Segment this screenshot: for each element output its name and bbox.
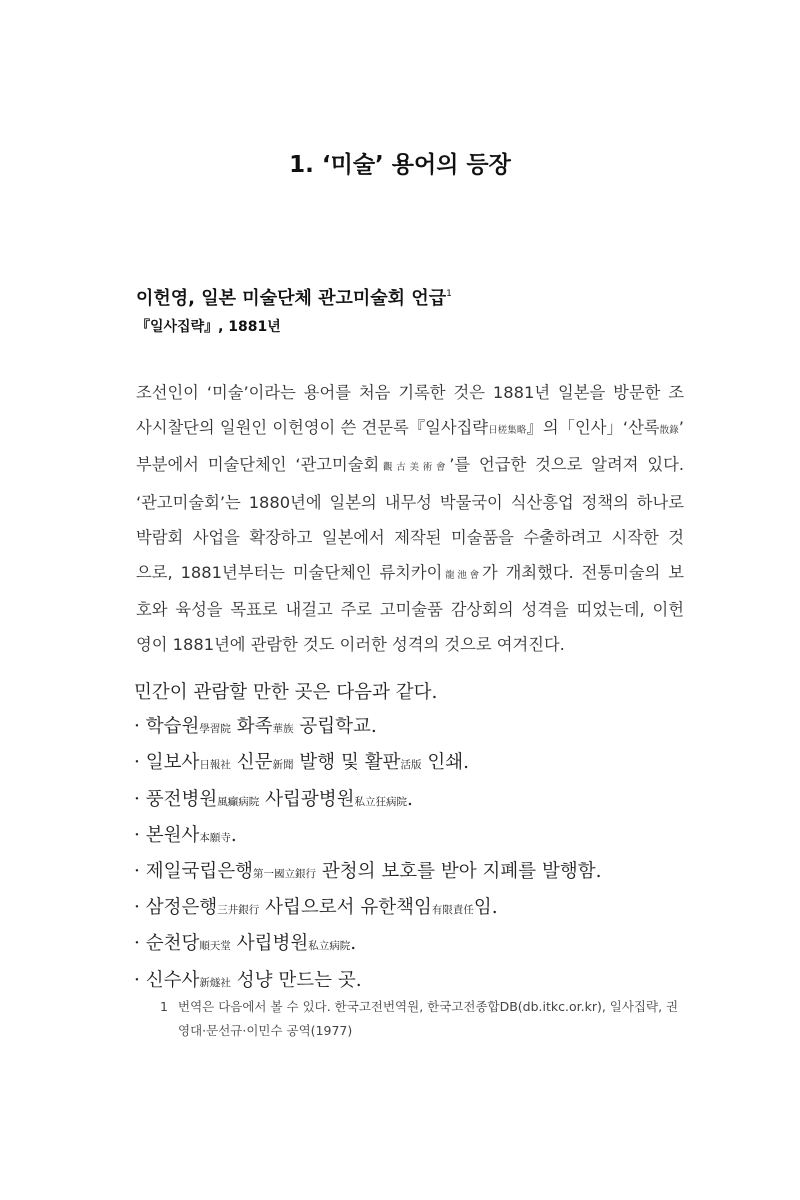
hanja-annotation: 本願寺 — [199, 831, 231, 844]
text-segment: 인쇄. — [421, 752, 470, 774]
body-line — [136, 521, 684, 556]
text-segment: ’ — [678, 417, 684, 437]
text-segment: · 순천당 — [134, 933, 200, 955]
text-segment: · 본원사 — [134, 824, 200, 846]
hanja-annotation: 新聞 — [272, 759, 294, 772]
quoted-list — [134, 676, 601, 1000]
text-segment: 임. — [473, 897, 498, 919]
list-line — [134, 891, 601, 927]
hanja-annotation: 私立病院 — [308, 940, 351, 953]
hanja-annotation: 第一國立銀行 — [253, 868, 316, 881]
body-line — [136, 376, 684, 411]
text-segment: · 제일국립은행 — [134, 861, 253, 883]
list-line — [134, 783, 601, 819]
list-line — [134, 676, 601, 710]
hanja-annotation: 順天堂 — [199, 940, 231, 953]
body-line — [136, 593, 684, 628]
hanja-annotation: 三井銀行 — [217, 904, 260, 917]
hanja-annotation: 觀古美術會 — [379, 462, 450, 474]
hanja-annotation: 學習院 — [199, 723, 231, 736]
text-segment: ‘관고미술회’는 1880년에 일본의 내무성 박물국이 식산흥업 정책의 하나로 — [136, 493, 684, 513]
text-segment: · 삼정은행 — [134, 897, 218, 919]
text-segment: · 풍전병원 — [134, 788, 218, 810]
text-segment: 민간이 관람할 만한 곳은 다음과 같다. — [134, 682, 438, 703]
hanja-annotation: 日槎集略 — [488, 424, 527, 436]
text-segment: ’를 언급한 것으로 알려져 있다. — [449, 455, 684, 475]
text-segment: 화족 — [230, 716, 273, 738]
text-segment: 으로, 1881년부터는 미술단체인 류치카이 — [136, 562, 443, 582]
section-heading-text: 이헌영, 일본 미술단체 관고미술회 언급 — [136, 288, 447, 309]
hanja-annotation: 散錄 — [659, 424, 679, 436]
text-segment: 신문 — [230, 752, 273, 774]
text-segment: · 신수사 — [134, 969, 200, 991]
text-segment: 부분에서 미술단체인 ‘관고미술회 — [136, 455, 380, 475]
section-heading — [136, 284, 452, 310]
body-line — [136, 486, 684, 521]
text-segment: 조선인이 ‘미술’이라는 용어를 처음 기록한 것은 1881년 일본을 방문한 조 — [136, 383, 684, 402]
hanja-annotation: 有限責任 — [431, 904, 474, 917]
body-line — [136, 556, 684, 594]
body-paragraph — [136, 376, 684, 663]
text-segment: 가 개최했다. 전통미술의 보 — [481, 562, 684, 582]
footnote-ref[interactable]: 1 — [446, 289, 452, 299]
list-line — [134, 855, 601, 891]
text-segment: 』의「인사」‘산록 — [526, 417, 660, 437]
text-segment: 박람회 사업을 확장하고 일본에서 제작된 미술품을 수출하려고 시작한 것 — [136, 527, 684, 547]
text-segment: · 학습원 — [134, 716, 200, 738]
footnote-number: 1 — [160, 999, 168, 1014]
text-segment: · 일보사 — [134, 752, 200, 774]
text-segment: . — [407, 788, 413, 810]
text-segment: 성냥 만드는 곳. — [230, 969, 362, 991]
text-segment: 사립광병원 — [259, 788, 355, 810]
body-line — [136, 628, 684, 663]
chapter-title: 1. ‘미술’ 용어의 등장 — [289, 152, 511, 178]
hanja-annotation: 龍池會 — [442, 569, 482, 581]
text-segment: 발행 및 활판 — [293, 752, 401, 774]
text-segment: . — [350, 933, 357, 955]
hanja-annotation: 華族 — [272, 723, 294, 736]
text-segment: 관청의 보호를 받아 지폐를 발행함. — [316, 861, 602, 883]
text-segment: 호와 육성을 목표로 내걸고 주로 고미술품 감상회의 성격을 띠었는데, 이헌 — [136, 600, 684, 620]
text-segment: 공립학교. — [293, 716, 377, 738]
source-citation: 『일사집략』, 1881년 — [136, 319, 281, 335]
list-line — [134, 927, 601, 963]
list-line — [134, 819, 601, 855]
hanja-annotation: 私立狂病院 — [354, 795, 407, 808]
list-line — [134, 710, 601, 746]
text-segment: . — [230, 824, 237, 846]
hanja-annotation: 風癲病院 — [217, 795, 260, 808]
text-segment: 영이 1881년에 관람한 것도 이러한 성격의 것으로 여겨진다. — [136, 634, 565, 654]
text-segment: 사립병원 — [230, 933, 309, 955]
list-line — [134, 746, 601, 782]
body-line — [136, 448, 684, 486]
hanja-annotation: 日報社 — [199, 759, 231, 772]
hanja-annotation: 新燧社 — [199, 976, 231, 989]
hanja-annotation: 活版 — [400, 759, 422, 772]
footnote — [160, 995, 684, 1043]
text-segment: 사시찰단의 일원인 이헌영이 쓴 견문록『일사집략 — [136, 417, 489, 437]
text-segment: 사립으로서 유한책임 — [259, 897, 432, 919]
footnote-text: 번역은 다음에서 볼 수 있다. 한국고전번역원, 한국고전종합DB(db.itkc.or.kr), 일사집략, 권영대·문선규·이민수 공역(1977) — [178, 999, 679, 1038]
body-line — [136, 411, 684, 449]
